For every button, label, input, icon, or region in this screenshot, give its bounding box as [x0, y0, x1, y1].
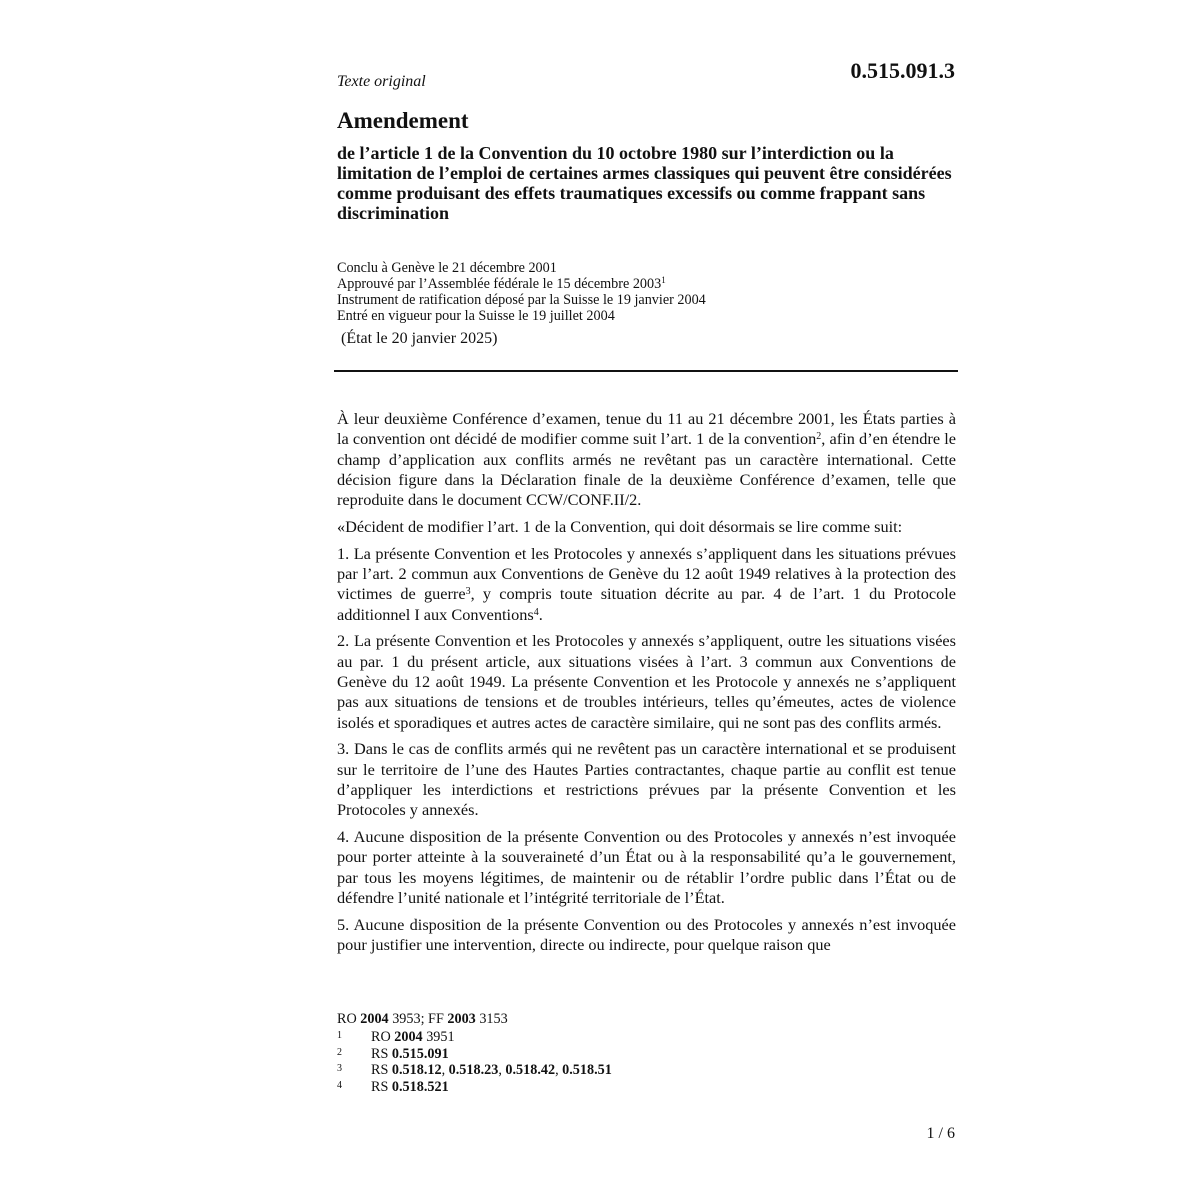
footnote: [337, 1062, 612, 1079]
footnote: [337, 1079, 612, 1096]
footnote-text[interactable]: RS 0.518.521: [371, 1078, 449, 1095]
rs-number: 0.515.091.3: [850, 58, 955, 83]
footnote-text[interactable]: RS 0.515.091: [371, 1045, 449, 1062]
official-compilation-reference: RO 2004 3953; FF 2003 3153: [337, 1011, 508, 1027]
document-title: Amendement: [337, 108, 469, 133]
footnote-number: 2: [337, 1046, 342, 1058]
paragraph-3: 3. Dans le cas de conflits armés qui ne revêtent pas un caractère international et se produisent sur le territoire de l’une des Hautes Parties contractantes, chaque partie au conflit est tenue d’appliquer les interdictions et restrictions prévues par la présente Convention et les Protocoles y annexés.: [337, 739, 956, 820]
footnote-text[interactable]: RO 2004 3951: [371, 1029, 455, 1045]
page-number: 1 / 6: [926, 1125, 955, 1142]
paragraph-1: 1. La présente Convention et les Protocoles y annexés s’appliquent dans les situations prévues par l’art. 2 commun aux Conventions de Genève du 12 août 1949 relatives à la protection des victimes de guerre$^3$, y compris toute situation décrite au par. 4 de l’art. 1 du Protocole additionnel I aux Conventions$^4$.: [337, 543, 957, 624]
paragraph-5: 5. Aucune disposition de la présente Convention ou des Protocoles y annexés n’est invoquée pour justifier une intervention, directe ou indirecte, pour quelque raison que: [337, 914, 956, 955]
footnote-text[interactable]: RS 0.518.12, 0.518.23, 0.518.42, 0.518.51: [371, 1062, 612, 1078]
ratification-line: Instrument de ratification déposé par la Suisse le 19 janvier 2004: [337, 292, 706, 308]
approved-line: Approuvé par l’Assemblée fédérale le 15 décembre 2003$^1$: [337, 275, 666, 292]
footnote-number: 4: [337, 1079, 342, 1091]
intro-paragraph: À leur deuxième Conférence d’examen, tenue du 11 au 21 décembre 2001, les États parties à la convention ont décidé de modifier comme suit l’art. 1 de la convention$^2$, afin d’en étendre le champ d’application aux conflits armés ne revêtant pas un caractère international. Cette décision figure dans la Déclaration finale de la deuxième Conférence d’examen, telle que reproduite dans le document CCW/CONF.II/2.: [337, 409, 957, 510]
document-subtitle: de l’article 1 de la Convention du 10 octobre 1980 sur l’interdiction ou la limitation de l’emploi de certaines armes classiques qui peuvent être considérées comme produisant des effets traumatiques excessifs ou comme frappant sans discrimination: [337, 143, 952, 223]
footnote-number: 1: [337, 1030, 342, 1041]
footnotes: [337, 1029, 612, 1095]
concluded-line: Conclu à Genève le 21 décembre 2001: [337, 260, 557, 276]
original-text-label: Texte original: [337, 73, 426, 90]
footnote: [337, 1046, 612, 1063]
in-force-line: Entré en vigueur pour la Suisse le 19 juillet 2004: [337, 308, 615, 324]
decision-paragraph: «Décident de modifier l’art. 1 de la Convention, qui doit désormais se lire comme suit:: [337, 516, 903, 536]
enactment-metadata: [337, 260, 706, 324]
footnote-ref-3[interactable]: 3: [465, 586, 471, 598]
footnote-number: 3: [337, 1063, 342, 1074]
footnote: [337, 1029, 612, 1046]
paragraph-2: 2. La présente Convention et les Protocoles y annexés s’appliquent, outre les situations visées au par. 1 du présent article, aux situations visées à l’art. 3 commun aux Conventions de Genève du 12 août 1949. La présente Convention et les Protocole y annexés ne s’appliquent pas aux situations de tensions et de troubles intérieurs, telles qu’émeutes, actes de violence isolés et sporadiques et autres actes de caractère similaire, qui ne sont pas des conflits armés.: [337, 631, 956, 732]
footnote-ref-4[interactable]: 4: [533, 606, 539, 618]
header-divider: [334, 370, 958, 372]
document-body: [337, 409, 956, 962]
paragraph-4: 4. Aucune disposition de la présente Convention ou des Protocoles y annexés n’est invoquée pour porter atteinte à la souveraineté d’un État ou à la responsabilité qu’a le gouvernement, par tous les moyens légitimes, de maintenir ou de rétablir l’ordre public dans l’État ou de défendre l’unité nationale et l’intégrité territoriale de l’État.: [337, 827, 956, 908]
footnote-ref-2[interactable]: 2: [816, 431, 822, 443]
footnote-ref-1[interactable]: 1: [661, 275, 666, 285]
status-date: (État le 20 janvier 2025): [341, 330, 498, 347]
